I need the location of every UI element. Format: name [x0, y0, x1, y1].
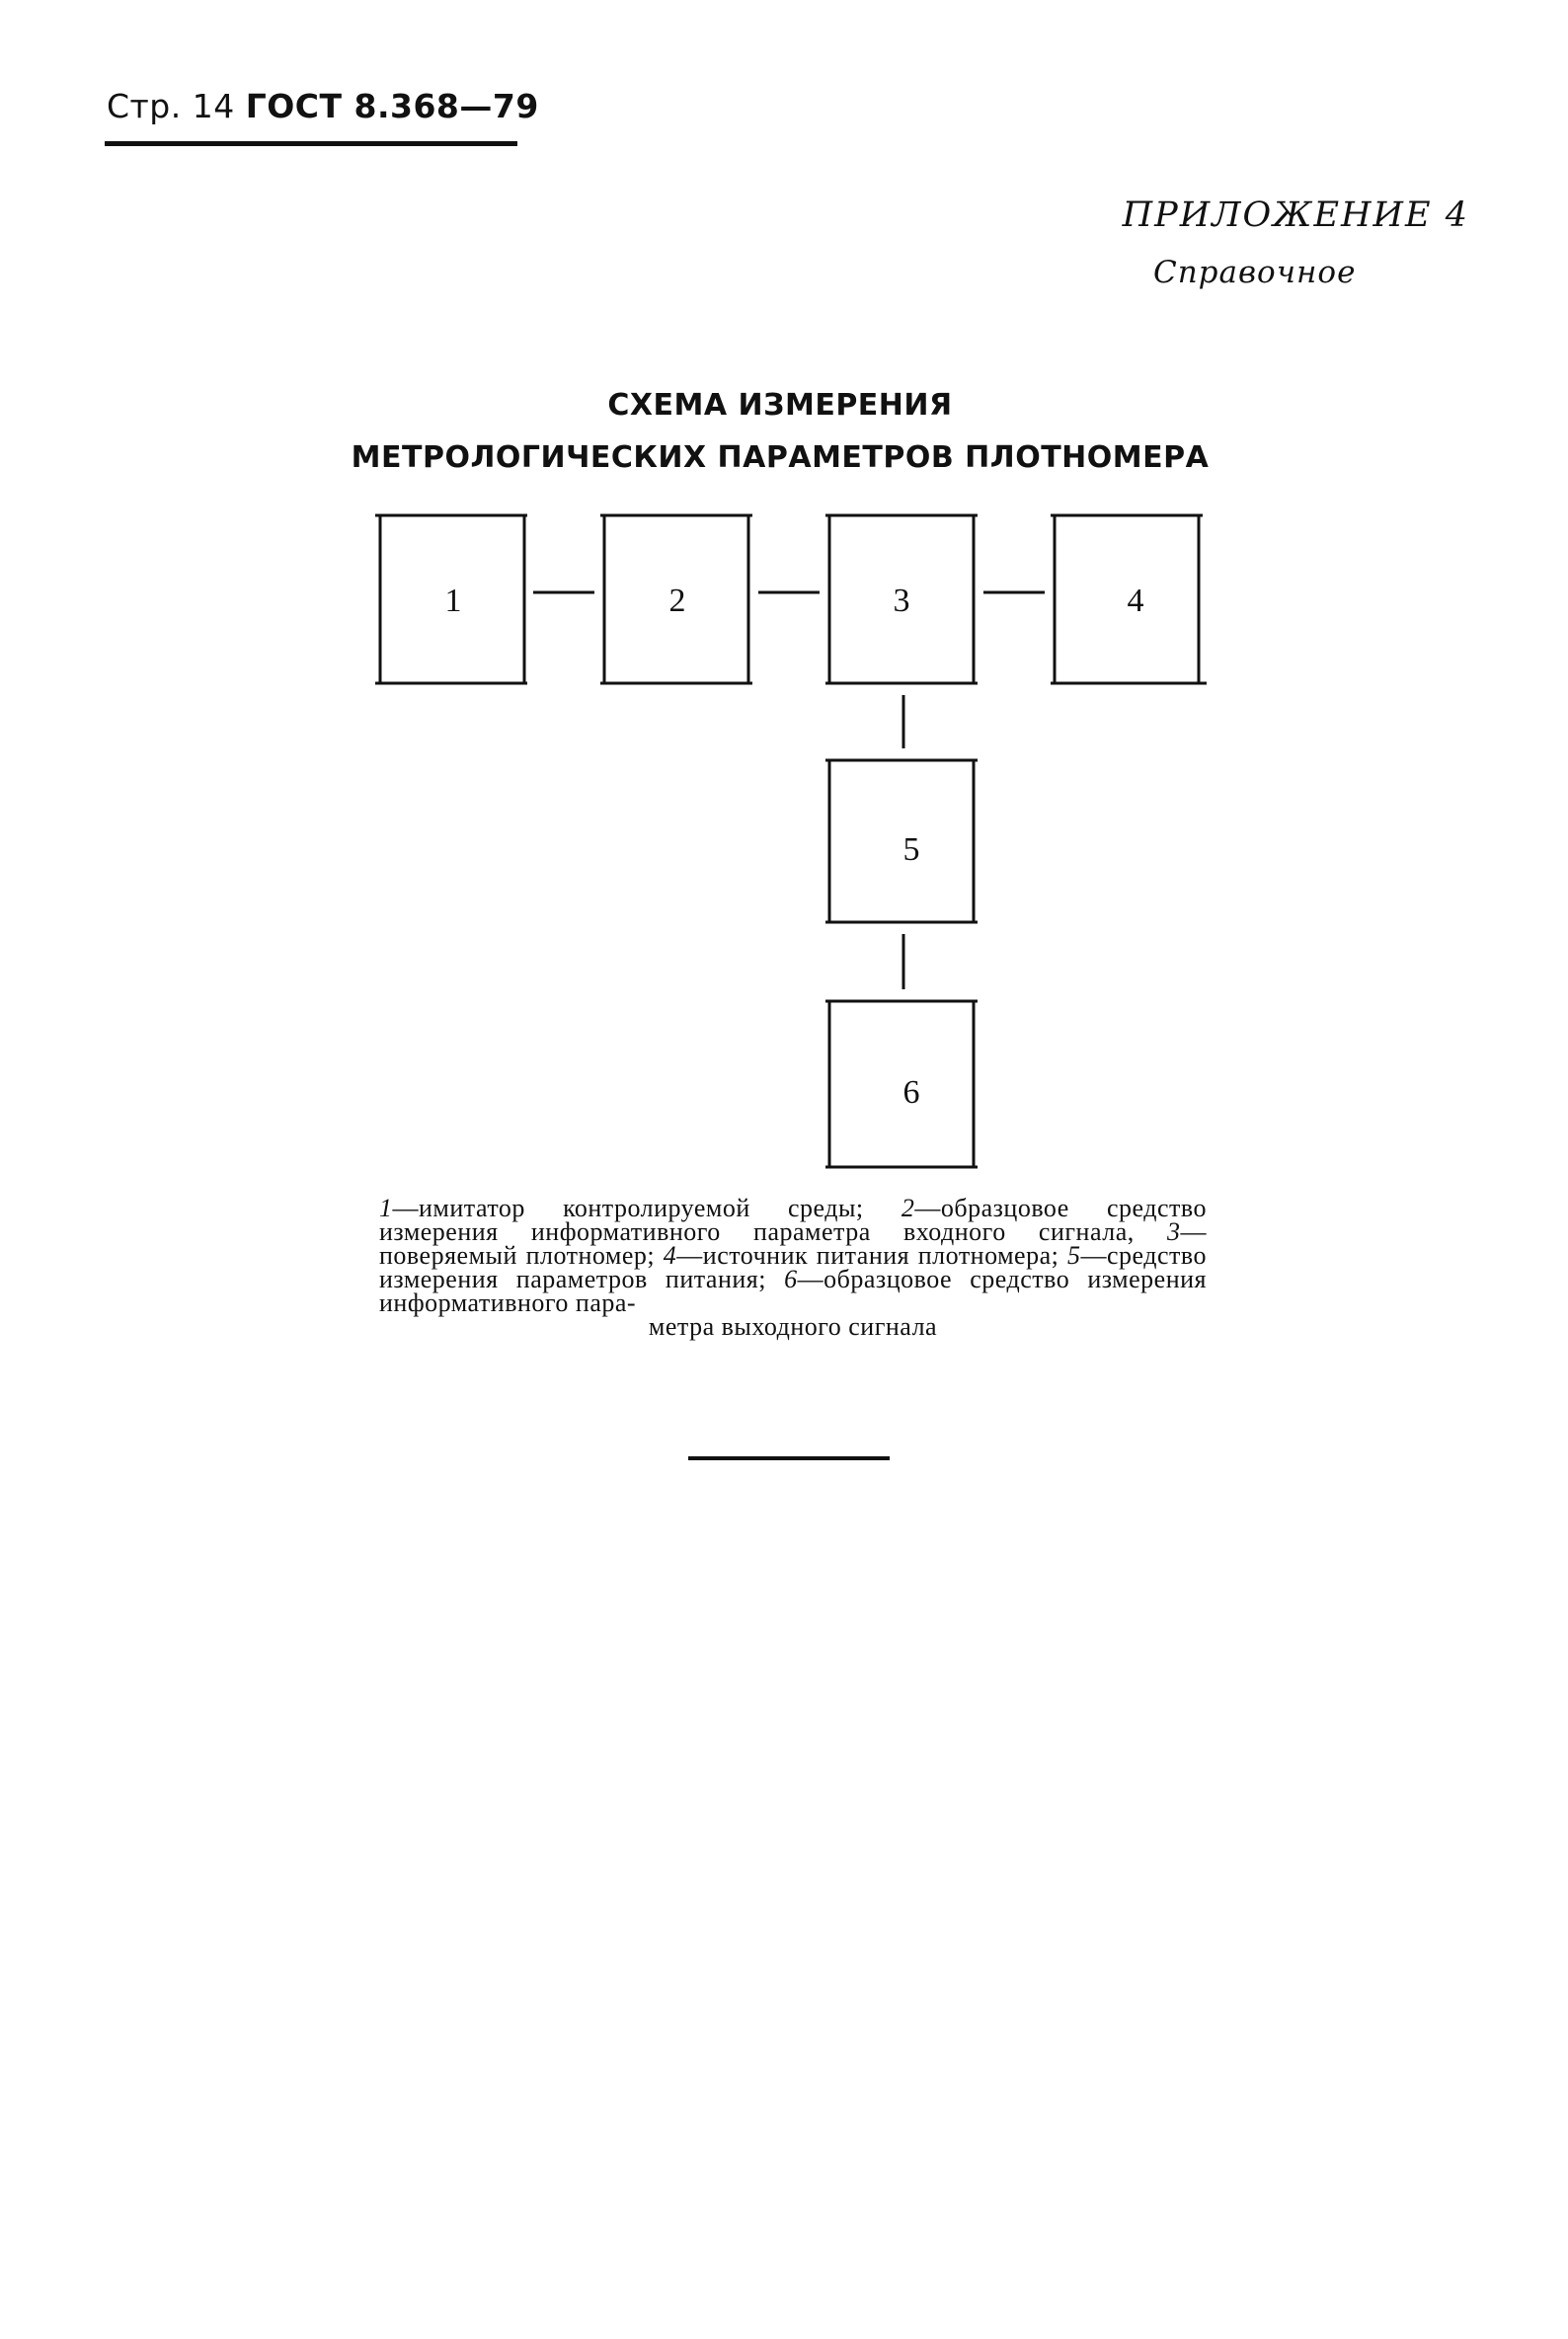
legend-number: 4 — [663, 1241, 677, 1270]
scheme-title-line-2: МЕТРОЛОГИЧЕСКИХ ПАРАМЕТРОВ ПЛОТНОМЕРА — [351, 440, 1210, 475]
legend-text: —имитатор контролируемой среды; — [392, 1194, 902, 1222]
diagram-legend — [379, 1194, 1208, 1341]
block-3-label: 3 — [893, 583, 910, 619]
legend-number: 5 — [1067, 1241, 1081, 1270]
legend-text: —средство измерения параметров питания; — [379, 1241, 1207, 1293]
appendix-note: Справочное — [1153, 255, 1357, 290]
block-5-label: 5 — [902, 831, 920, 868]
block-5 — [825, 760, 978, 922]
legend-text: —образцовое средство измерения информативного пара- — [379, 1265, 1208, 1317]
scheme-title-line-1: СХЕМА ИЗМЕРЕНИЯ — [607, 388, 953, 423]
block-4 — [1051, 515, 1207, 683]
legend-number: 6 — [784, 1265, 798, 1293]
appendix-title: ПРИЛОЖЕНИЕ 4 — [1122, 195, 1469, 235]
standard-number: ГОСТ 8.368—79 — [245, 87, 539, 125]
legend-text: —источник питания плотномера; — [676, 1241, 1068, 1270]
page-number: Стр. 14 — [107, 87, 235, 125]
block-6-label: 6 — [902, 1074, 920, 1111]
legend-text: —образцовое средство измерения информативного параметра входного сигнала, — [379, 1194, 1207, 1246]
block-6 — [825, 1001, 978, 1167]
legend-number: 1 — [379, 1194, 393, 1222]
legend-text: —поверяемый плотномер; — [379, 1217, 1207, 1270]
legend-body — [379, 1194, 1208, 1317]
legend-number: 3 — [1167, 1217, 1181, 1246]
legend-last-line: метра выходного сигнала — [648, 1312, 938, 1341]
block-2-label: 2 — [668, 583, 686, 619]
legend-number: 2 — [901, 1194, 915, 1222]
block-4-label: 4 — [1127, 583, 1144, 619]
block-2 — [600, 515, 752, 683]
block-1 — [375, 515, 527, 683]
block-1-label: 1 — [444, 583, 462, 619]
block-3 — [825, 515, 978, 683]
end-rule — [688, 1456, 890, 1460]
